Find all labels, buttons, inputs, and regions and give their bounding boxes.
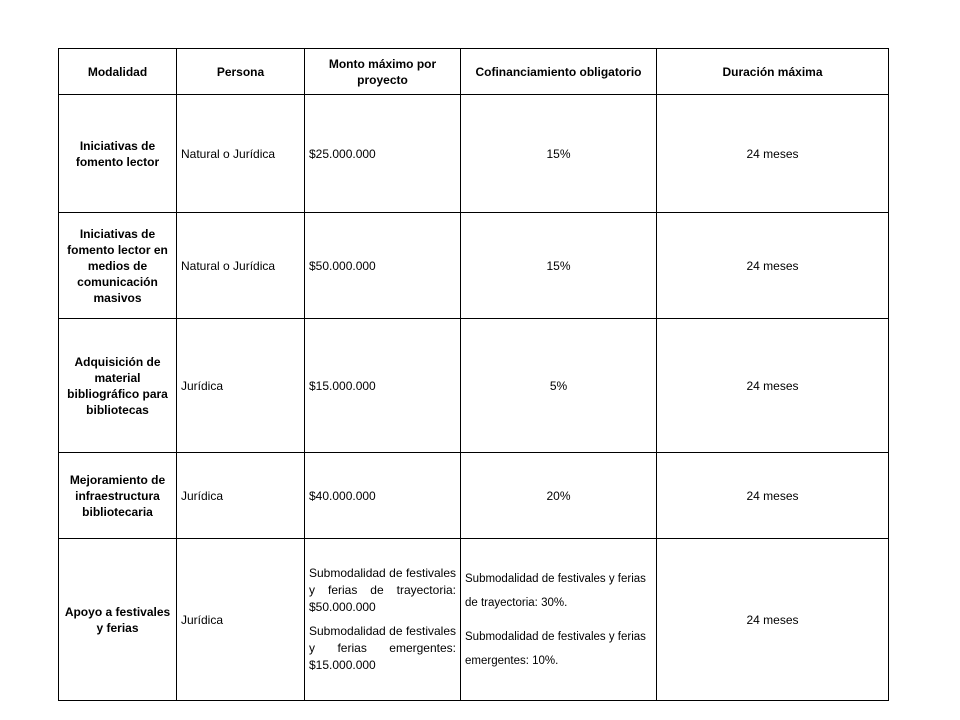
monto-submodalidad-trayectoria: Submodalidad de festivales y ferias de trayectoria: $50.000.000 [309, 566, 456, 614]
table-header-row [59, 49, 889, 95]
cell-modalidad: Adquisición de material bibliográfico para bibliotecas [59, 319, 177, 453]
cell-persona: Jurídica [177, 539, 305, 701]
cell-duracion: 24 meses [657, 319, 889, 453]
header-persona: Persona [177, 49, 305, 95]
cell-duracion: 24 meses [657, 213, 889, 319]
table-row [59, 213, 889, 319]
header-duracion: Duración máxima [657, 49, 889, 95]
table-row [59, 453, 889, 539]
cell-modalidad: Mejoramiento de infraestructura bibliotecaria [59, 453, 177, 539]
cell-duracion: 24 meses [657, 95, 889, 213]
modalidades-table [58, 48, 889, 701]
cell-cofinanciamiento: 20% [461, 453, 657, 539]
cofinanciamiento-submodalidad-trayectoria: Submodalidad de festivales y ferias de trayectoria: 30%. [465, 572, 646, 609]
monto-submodalidad-emergentes: Submodalidad de festivales y ferias emergentes: $15.000.000 [309, 624, 456, 672]
document-sheet [58, 48, 888, 708]
cell-modalidad: Apoyo a festivales y ferias [59, 539, 177, 701]
cell-persona: Natural o Jurídica [177, 95, 305, 213]
cell-duracion: 24 meses [657, 539, 889, 701]
header-monto: Monto máximo por proyecto [305, 49, 461, 95]
cell-persona: Natural o Jurídica [177, 213, 305, 319]
cofinanciamiento-submodalidad-emergentes: Submodalidad de festivales y ferias emergentes: 10%. [465, 630, 646, 667]
cell-persona: Jurídica [177, 453, 305, 539]
cell-monto [305, 539, 461, 701]
cell-cofinanciamiento: 15% [461, 213, 657, 319]
cell-cofinanciamiento [461, 539, 657, 701]
header-cofinanciamiento: Cofinanciamiento obligatorio [461, 49, 657, 95]
table-row [59, 95, 889, 213]
cell-monto: $50.000.000 [305, 213, 461, 319]
cell-monto: $25.000.000 [305, 95, 461, 213]
cell-modalidad: Iniciativas de fomento lector [59, 95, 177, 213]
header-modalidad: Modalidad [59, 49, 177, 95]
cell-cofinanciamiento: 15% [461, 95, 657, 213]
cell-monto: $15.000.000 [305, 319, 461, 453]
table-row [59, 319, 889, 453]
cell-monto: $40.000.000 [305, 453, 461, 539]
cell-cofinanciamiento: 5% [461, 319, 657, 453]
cell-modalidad: Iniciativas de fomento lector en medios de comunicación masivos [59, 213, 177, 319]
table-row [59, 539, 889, 701]
cell-persona: Jurídica [177, 319, 305, 453]
cell-duracion: 24 meses [657, 453, 889, 539]
